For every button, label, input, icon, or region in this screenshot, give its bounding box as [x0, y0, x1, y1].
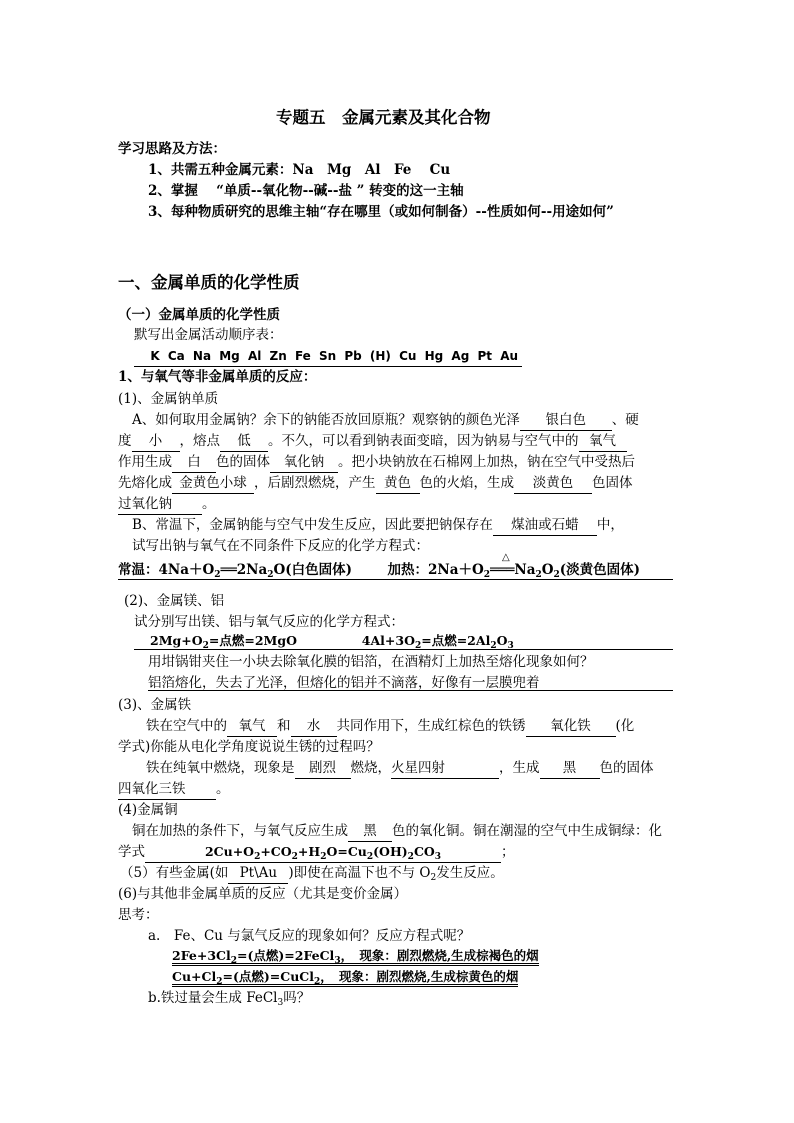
section-heading: 一、金属单质的化学性质 [118, 273, 300, 292]
fe-line1: 铁在空气中的 氧气 和 水 共同作用下，生成红棕色的铁锈 氧化铁 (化 [146, 716, 634, 737]
na-b-line1: B、常温下，金属钠能与空气中发生反应，因此要把钠保存在 煤油或石蜡 中， [132, 515, 624, 536]
mgal-prompt: 试分别写出镁、铝与氧气反应的化学方程式： [134, 614, 404, 630]
mgal-question: 用坩锅钳夹住一小块去除氧化膜的铝箔，在酒精灯上加热至熔化现象如何？ [148, 654, 594, 670]
intro-item-3: 3、每种物质研究的思维主轴“存在哪里（或如何制备）--性质如何--用途如何” [148, 204, 614, 220]
cu-line1: 铜在加热的条件下，与氧气反应生成 黑 色的氧化铜。铜在潮湿的空气中生成铜绿：化 [132, 821, 662, 842]
activity-prompt: 默写出金属活动顺序表： [134, 327, 283, 343]
mgal-answer: 铝箔熔化，失去了光泽，但熔化的铝并不滴落，好像有一层膜兜着 [148, 675, 540, 691]
na-eq-underline [118, 579, 673, 580]
mgal-eq-underline [134, 649, 673, 650]
na-equations [118, 552, 641, 580]
na-label: (1)、金属钠单质 [118, 391, 219, 407]
intro-item-1: 1、共需五种金属元素：Na Mg Al Fe Cu [148, 162, 451, 178]
cu-cl-equation: $Cu+Cl_2=$(点燃)=CuCl$_2$， 现象：剧烈燃烧,生成棕黄色的烟 [172, 969, 519, 987]
question-a: a. Fe、Cu 与氯气反应的现象如何？反应方程式呢？ [148, 928, 471, 944]
fe-line2: 学式)你能从电化学角度说说生锈的过程吗？ [118, 739, 380, 755]
intro-heading: 学习思路及方法： [118, 141, 226, 157]
intro-item-2: 2、掌握 “单质--氧化物--碱--盐 ” 转变的这一主轴 [148, 183, 464, 199]
na-eq-heat: 加热：$2Na+O_2$ △ $═══Na_2O_2$(淡黄色固体) [387, 552, 641, 580]
na-a-line1: A、如何取用金属钠？余下的钠能否放回原瓶？观察钠的颜色光泽 银白色 、硬 [132, 410, 639, 431]
mgal-equations: $2Mg+O_2=$点燃=2MgO $4Al+3O_2=$点燃$=2Al_2O_3$ [150, 633, 514, 651]
think-label: 思考： [118, 907, 159, 923]
mgal-answer-underline [148, 690, 673, 691]
fe-cl-equation: $2Fe+3Cl_2=$(点燃)=2FeCl$_3$， 现象：剧烈燃烧,生成棕褐色的烟 [172, 948, 539, 966]
cu-line2: 学式 $2Cu+O_2+CO_2+H_2O=Cu_2(OH)_2CO_3$ ； [118, 844, 515, 862]
na-b-line2: 试写出钠与氧气在不同条件下反应的化学方程式： [132, 538, 429, 554]
fe-label: (3)、金属铁 [118, 697, 192, 713]
subsection-heading: （一）金属单质的化学性质 [118, 307, 280, 323]
mgal-label: (2)、金属镁、铝 [124, 593, 225, 609]
page-title: 专题五 金属元素及其化合物 [276, 108, 491, 127]
fe-line4: 四氧化三铁 。 [118, 779, 230, 800]
na-eq-normal: 常温：$4Na+O_2══2Na_2O$(白色固体) [118, 562, 353, 580]
na-a-line3: 作用生成 白 色的固体 氧化钠 。把小块钠放在石棉网上加热，钠在空气中受热后 [118, 452, 635, 473]
oxygen-heading: 1、与氧气等非金属单质的反应： [118, 369, 317, 385]
question-b: b.铁过量会生成 FeCl$_3$吗？ [148, 990, 311, 1008]
note-5: （5）有些金属(如 Pt\Au )即使在高温下也不与 $O_2$发生反应。 [120, 865, 504, 883]
cu-label: (4)金属铜 [118, 802, 178, 818]
na-a-line2: 度 小 ，熔点 低 。不久，可以看到钠表面变暗，因为钠易与空气中的 氧气 [118, 431, 627, 452]
activity-series: K Ca Na Mg Al Zn Fe Sn Pb (H) Cu Hg Ag Pt Au [134, 346, 522, 367]
fe-line3: 铁在纯氧中燃烧，现象是 剧烈 燃烧，火星四射 ，生成 黑 色的固体 [146, 758, 654, 779]
na-a-line5: 过氧化钠 。 [118, 494, 216, 515]
na-a-line4: 先熔化成 金黄色小球 ，后剧烈燃烧，产生 黄色 色的火焰，生成 淡黄色 色固体 [118, 473, 633, 494]
note-6: (6)与其他非金属单质的反应（尤其是变价金属） [118, 886, 408, 902]
